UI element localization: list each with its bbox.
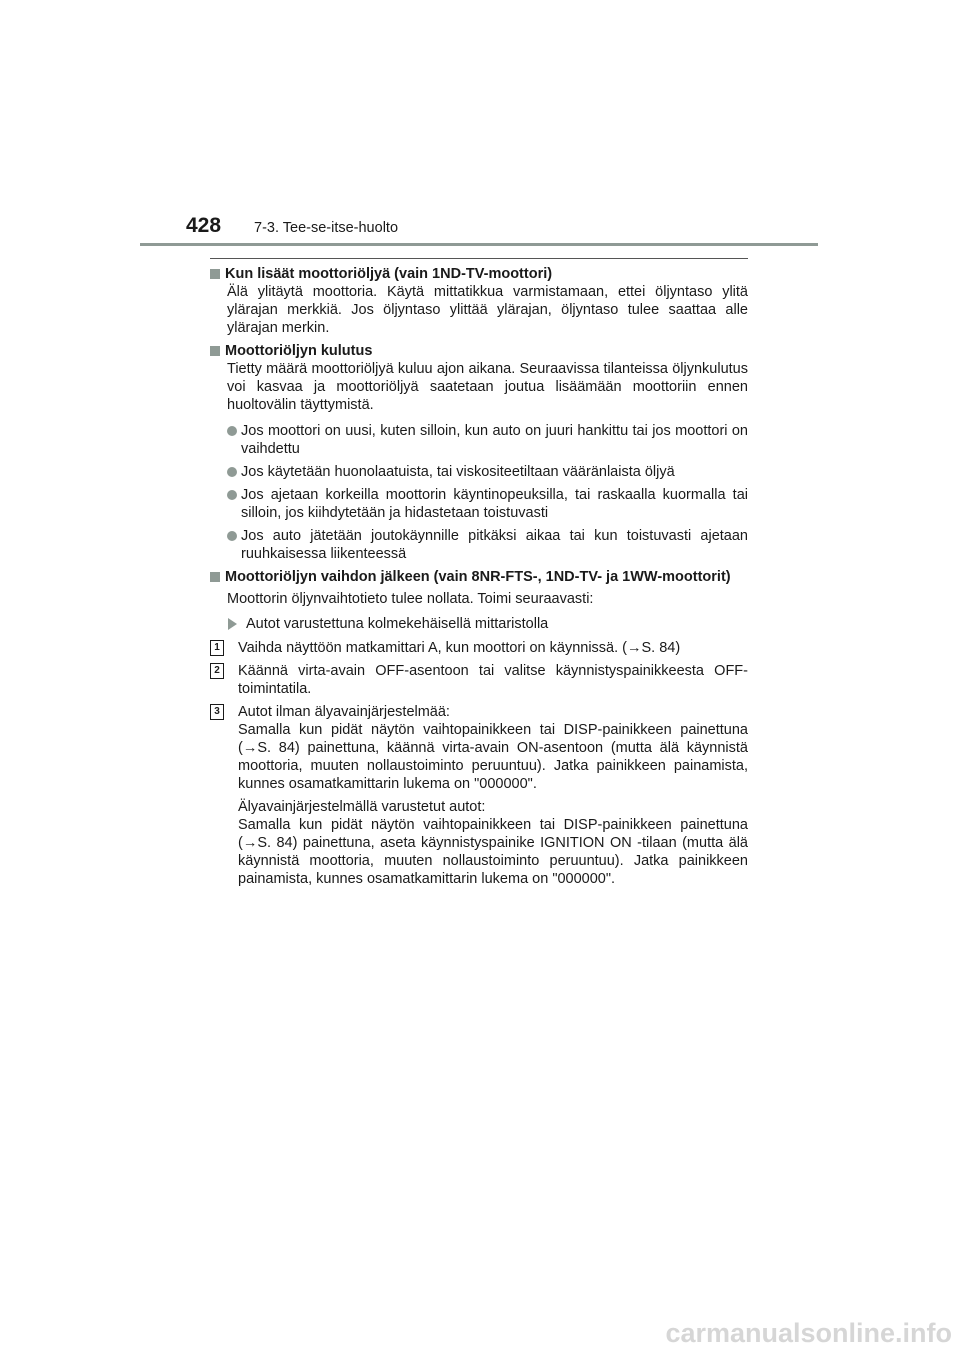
page-number: 428 [186, 214, 222, 237]
divider [210, 258, 748, 259]
watermark-text: carmanualsonline.info [665, 1318, 952, 1348]
circle-bullet-icon [227, 490, 237, 500]
square-bullet-icon [210, 269, 220, 279]
square-bullet-icon [210, 572, 220, 582]
step-text [238, 703, 748, 793]
section-heading [210, 568, 748, 586]
step-number: 2 [210, 663, 224, 679]
page-header [186, 214, 398, 244]
step-paragraph: Samalla kun pidät näytön vaihtopainikkeen tai DISP-painikkeen painettuna (→S. 84) painettuna, aseta käynnistyspainike IGNITION ON -tilaan (mutta älä käynnistä moottoria, muuten nollaustoiminto peruuntuu). Jatka painikkeen painamista, kunnes osamatkamittarin lukema on "000000". [238, 817, 748, 887]
square-bullet-icon [210, 346, 220, 356]
step-3 [210, 703, 748, 793]
step-1 [210, 639, 748, 657]
section-body: Moottorin öljynvaihtotieto tulee nollata. Toimi seuraavasti: [227, 591, 594, 607]
header-rule [140, 243, 818, 246]
section-heading-text: Moottoriöljyn vaihdon jälkeen (vain 8NR-FTS-, 1ND-TV- ja 1WW-moottorit) [225, 569, 731, 585]
section-heading [210, 342, 748, 360]
step-text: Vaihda näyttöön matkamittari A, kun moottori on käynnissä. (→S. 84) [238, 640, 681, 656]
list-item-text: Jos käytetään huonolaatuista, tai viskositeetiltaan vääränlaista öljyä [241, 464, 675, 480]
list-item-text: Jos moottori on uusi, kuten silloin, kun auto on juuri hankittu tai jos moottori on vaihdettu [241, 423, 748, 457]
section-heading-text: Moottoriöljyn kulutus [225, 343, 373, 359]
list-item [227, 486, 748, 522]
arrow-item [227, 615, 748, 633]
step-2 [210, 662, 748, 698]
list-item [227, 463, 748, 481]
circle-bullet-icon [227, 531, 237, 541]
section-title: 7-3. Tee-se-itse-huolto [254, 220, 399, 236]
circle-bullet-icon [227, 426, 237, 436]
circle-bullet-icon [227, 467, 237, 477]
arrow-item-text: Autot varustettuna kolmekehäisellä mittaristolla [246, 616, 549, 632]
list-item-text: Jos ajetaan korkeilla moottorin käyntinopeuksilla, tai raskaalla kuormalla tai silloin, jos kiihdytetään ja hidastetaan toistuvasti [241, 487, 748, 521]
step-3-continuation [238, 798, 748, 888]
list-item-text: Jos auto jätetään joutokäynnille pitkäksi aikaa tai kun toistuvasti ajetaan ruuhkaisessa liikenteessä [241, 528, 748, 562]
step-label: Älyavainjärjestelmällä varustetut autot: [238, 799, 486, 815]
step-paragraph: Samalla kun pidät näytön vaihtopainikkeen tai DISP-painikkeen painettuna (→S. 84) painettuna, käännä virta-avain ON-asentoon (mutta älä käynnistä moottoria, muuten nollaustoiminto peruuntuu). Jatka painikkeen painamista, kunnes osamatkamittarin lukema on "000000". [238, 722, 748, 792]
step-label: Autot ilman älyavainjärjestelmää: [238, 704, 450, 720]
section-heading [210, 265, 748, 283]
section-body: Älä ylitäytä moottoria. Käytä mittatikkua varmistamaan, ettei öljyntaso ylitä ylärajan merkkiä. Jos öljyntaso ylittää ylärajan, öljyntaso tulee saattaa alle ylärajan merkin. [227, 284, 748, 336]
list-item [227, 527, 748, 563]
triangle-arrow-icon [228, 618, 237, 630]
step-number: 1 [210, 640, 224, 656]
page-content [210, 265, 748, 888]
list-item [227, 422, 748, 458]
section-heading-text: Kun lisäät moottoriöljyä (vain 1ND-TV-moottori) [225, 266, 553, 282]
step-number: 3 [210, 704, 224, 720]
step-text: Käännä virta-avain OFF-asentoon tai valitse käynnistyspainikkeesta OFF-toimintatila. [238, 663, 748, 697]
section-body: Tietty määrä moottoriöljyä kuluu ajon aikana. Seuraavissa tilanteissa öljynkulutus voi kasvaa ja moottoriöljyä saatetaan joutua lisäämään moottoriin ennen huoltovälin täyttymistä. [227, 361, 748, 413]
